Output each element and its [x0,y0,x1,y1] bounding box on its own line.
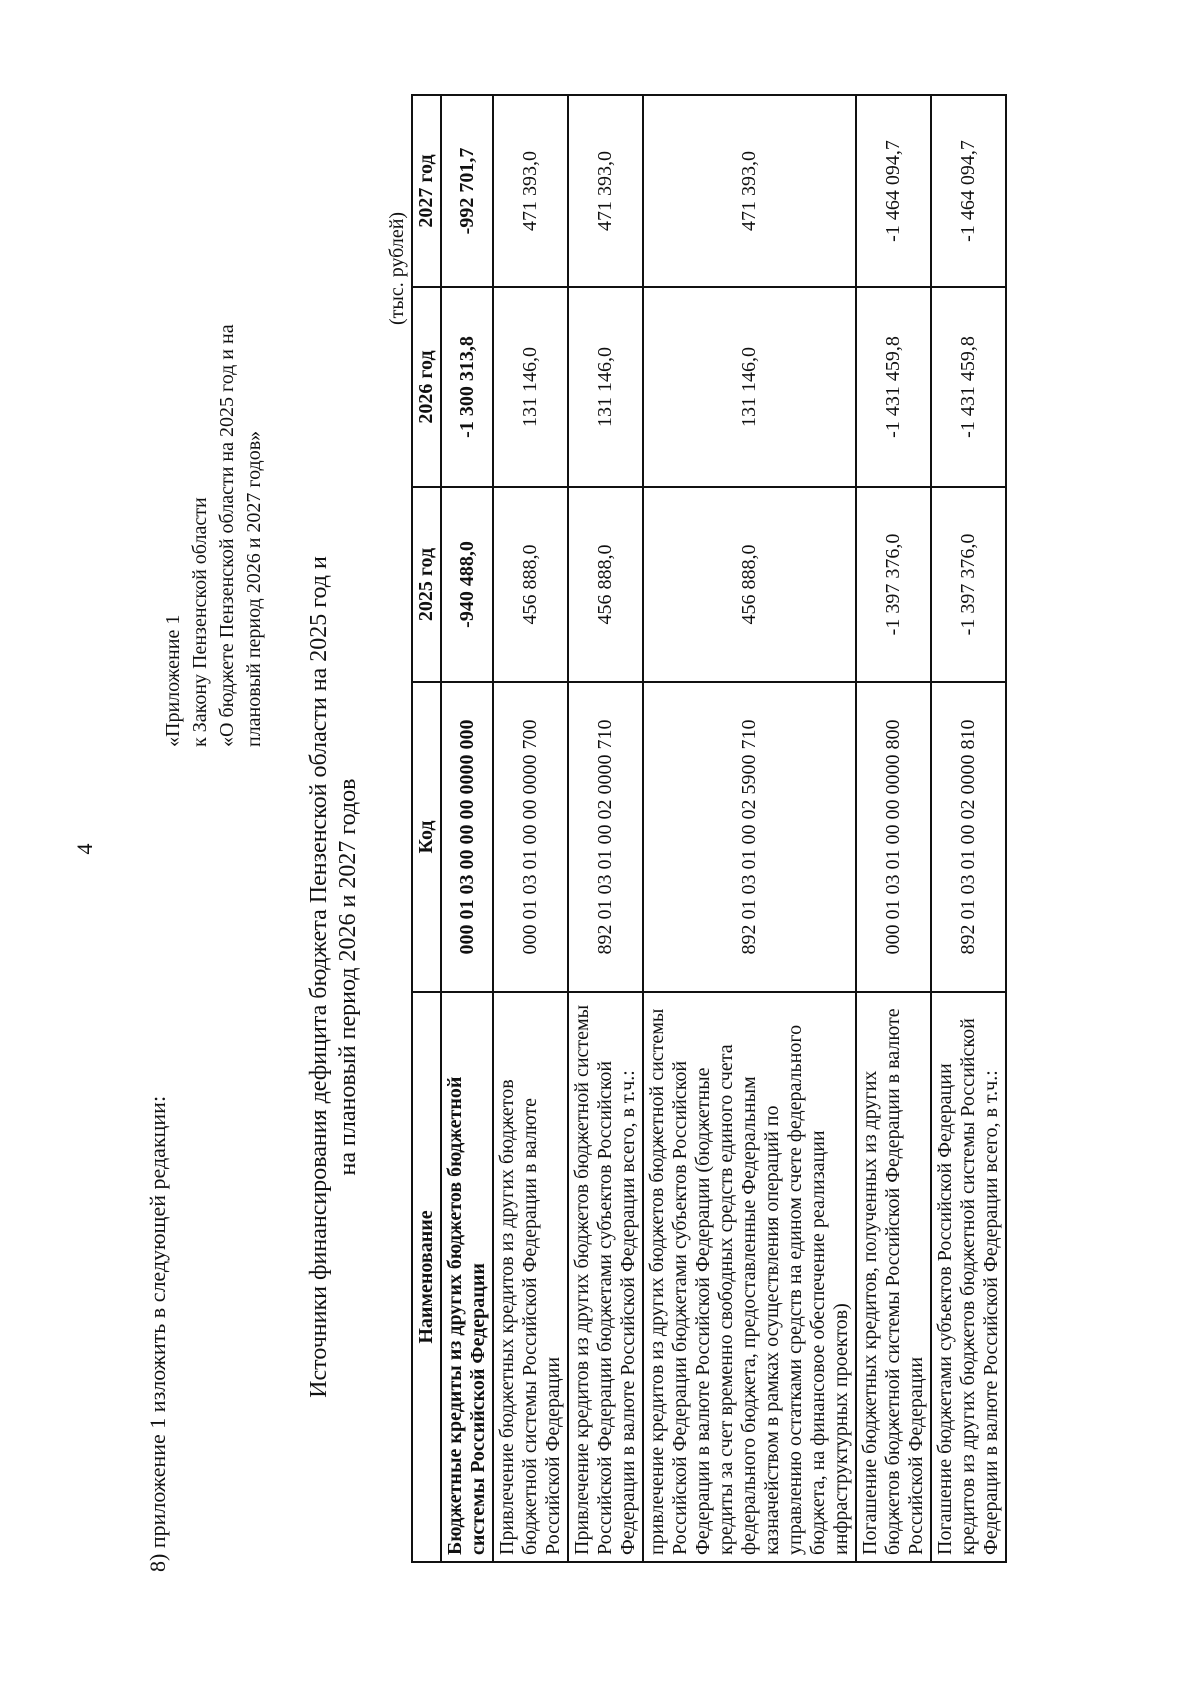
title-line: на плановый период 2026 и 2027 годов [335,778,361,1176]
table-row [643,95,856,1562]
appendix-header [160,324,268,747]
page-number: 4 [72,843,97,855]
row-2027: 471 393,0 [568,95,643,287]
row-name: привлечение кредитов из других бюджетов бюджетной системы Российской Федерации бюджетами субъектов Российской Федерации в валюте Российской Федерации (бюджетные кредиты за счет временно свободных средств единого счета федерального бюджета, предоставленные Федеральным казначейством в рамках осуществления операций по управлению остатками средств на едином счете федерального бюджета, на финансовое обеспечение реализации инфраструктурных проектов) [643,992,856,1562]
row-2026: -1 431 459,8 [931,287,1006,487]
row-code: 000 01 03 01 00 00 0000 800 [856,682,931,992]
table-row [856,95,931,1562]
row-2025: -1 397 376,0 [931,487,1006,682]
appendix-line: «Приложение 1 [162,614,184,747]
row-code: 892 01 03 01 00 02 0000 810 [931,682,1006,992]
row-2025: 456 888,0 [568,487,643,682]
row-2026: -1 300 313,8 [441,287,493,487]
row-code: 892 01 03 01 00 02 5900 710 [643,682,856,992]
row-2026: 131 146,0 [493,287,568,487]
table-row [493,95,568,1562]
row-2027: -1 464 094,7 [931,95,1006,287]
intro-text: 8) приложение 1 изложить в следующей редакции: [145,1095,170,1572]
header-2026: 2026 год [412,287,441,487]
row-2026: 131 146,0 [568,287,643,487]
appendix-line: «О бюджете Пензенской области на 2025 год и на [216,324,238,747]
header-code: Код [412,682,441,992]
header-name: Наименование [412,992,441,1562]
row-code: 892 01 03 01 00 02 0000 710 [568,682,643,992]
units-label: (тыс. рублей) [386,211,408,325]
appendix-line: к Закону Пензенской области [189,497,211,747]
header-2025: 2025 год [412,487,441,682]
row-code: 000 01 03 00 00 00 0000 000 [441,682,493,992]
appendix-line: плановый период 2026 и 2027 годов» [243,430,265,747]
table-row [568,95,643,1562]
row-2027: -992 701,7 [441,95,493,287]
table-row [931,95,1006,1562]
row-name: Погашение бюджетных кредитов, полученных из других бюджетов бюджетной системы Российской Федерации в валюте Российской Федерации [856,992,931,1562]
document-title [305,457,363,1497]
row-2025: -1 397 376,0 [856,487,931,682]
row-name: Погашение бюджетами субъектов Российской Федерации кредитов из других бюджетов бюджетной системы Российской Федерации в валюте Российской Федерации всего, в т.ч.: [931,992,1006,1562]
row-name: Бюджетные кредиты из других бюджетов бюджетной системы Российской Федерации [441,992,493,1562]
row-name: Привлечение кредитов из других бюджетов бюджетной системы Российской Федерации бюджетами субъектов Российской Федерации в валюте Российской Федерации всего, в т.ч.: [568,992,643,1562]
row-2025: 456 888,0 [493,487,568,682]
title-line: Источники финансирования дефицита бюджета Пензенской области на 2025 год и [306,556,332,1398]
row-code: 000 01 03 01 00 00 0000 700 [493,682,568,992]
table-header-row [412,95,441,1562]
financing-table [411,94,1007,1563]
row-2027: 471 393,0 [643,95,856,287]
row-2026: 131 146,0 [643,287,856,487]
row-2025: -940 488,0 [441,487,493,682]
header-2027: 2027 год [412,95,441,287]
row-2026: -1 431 459,8 [856,287,931,487]
row-2025: 456 888,0 [643,487,856,682]
table-row [441,95,493,1562]
row-name: Привлечение бюджетных кредитов из других бюджетов бюджетной системы Российской Федерации в валюте Российской Федерации [493,992,568,1562]
row-2027: -1 464 094,7 [856,95,931,287]
row-2027: 471 393,0 [493,95,568,287]
